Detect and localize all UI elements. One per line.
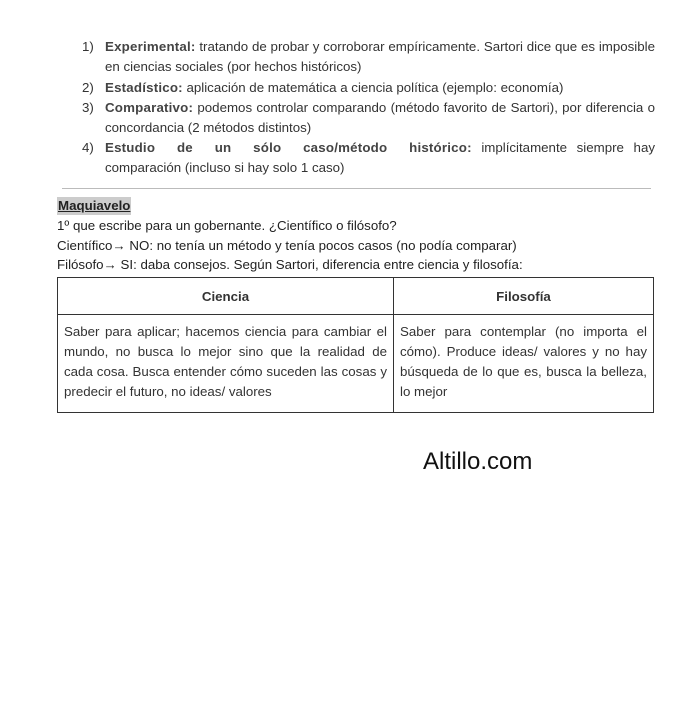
list-number: 3) <box>82 100 94 115</box>
list-item <box>82 138 655 178</box>
section-heading: Maquiavelo <box>58 198 131 213</box>
list-term: Experimental: <box>105 39 196 54</box>
list-term: Estudio de un sólo caso/método histórico: <box>105 140 472 155</box>
watermark-logo: Altillo.com <box>423 448 533 475</box>
list-item <box>82 98 655 138</box>
list-text: aplicación de matemática a ciencia política (ejemplo: economía) <box>182 80 564 95</box>
list-item <box>82 78 655 98</box>
list-term: Comparativo: <box>105 100 194 115</box>
list-term: Estadístico: <box>105 80 183 95</box>
list-text: podemos controlar comparando (método favorito de Sartori), por diferencia o concordancia (2 métodos distintos) <box>105 100 655 135</box>
text-line: Filósofo→ SI: daba consejos. Según Sartori, diferencia entre ciencia y filosofía: <box>57 257 523 272</box>
comparison-table <box>57 277 654 413</box>
list-number: 4) <box>82 140 94 155</box>
table-row <box>58 315 654 413</box>
table-cell: Saber para aplicar; hacemos ciencia para cambiar el mundo, no busca lo mejor sino que la realidad de cada cosa. Busca entender cómo suceden las cosas y predecir el futuro, no ideas/ valores <box>58 315 394 413</box>
list-number: 2) <box>82 80 94 95</box>
list-text: tratando de probar y corroborar empíricamente. Sartori dice que es imposible en ciencias sociales (por hechos históricos) <box>105 39 655 74</box>
column-header: Ciencia <box>58 278 394 315</box>
list-number: 1) <box>82 39 94 54</box>
table-header-row <box>58 278 654 315</box>
horizontal-divider <box>62 188 651 189</box>
text-line: Científico→ NO: no tenía un método y tenía pocos casos (no podía comparar) <box>57 238 517 253</box>
text-line: 1º que escribe para un gobernante. ¿Científico o filósofo? <box>57 218 397 233</box>
list-item <box>82 37 655 77</box>
column-header: Filosofía <box>394 278 654 315</box>
table-cell: Saber para contemplar (no importa el cómo). Produce ideas/ valores y no hay búsqueda de lo que es, busca la belleza, lo mejor <box>394 315 654 413</box>
list-text: implícitamente siempre hay comparación (incluso si hay solo 1 caso) <box>105 140 655 175</box>
